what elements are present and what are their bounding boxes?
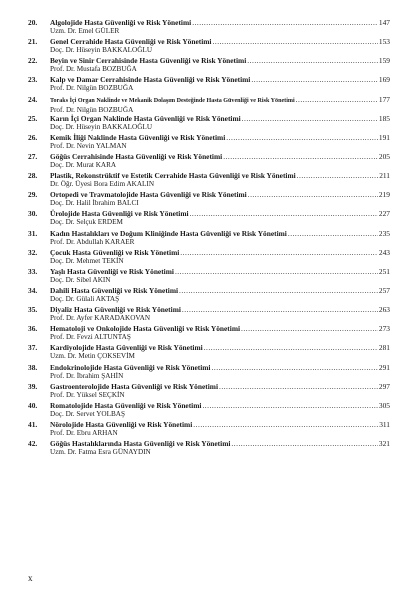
entry-body: [50, 267, 390, 285]
dot-leader: [297, 171, 379, 180]
chapter-author: Uzm. Dr. Fatma Esra GÜNAYDIN: [50, 448, 151, 457]
dot-leader: [231, 439, 378, 448]
chapter-number: 30.: [28, 209, 38, 219]
chapter-title: Hematoloji ve Onkolojide Hasta Güvenliği ve Risk Yönetimi: [50, 324, 241, 334]
entry-body: [50, 114, 390, 132]
entry-title-line: [50, 56, 390, 65]
chapter-number: 23.: [28, 75, 38, 85]
page-reference: 281: [378, 343, 390, 353]
chapter-author: Doç. Dr. Murat KARA: [50, 160, 117, 169]
entry-title-line: [50, 152, 390, 161]
chapter-author: Uzm. Dr. Metin ÇOKSEVİM: [50, 352, 135, 361]
chapter-title: Kemik İliği Naklinde Hasta Güvenliği ve Risk Yönetimi: [50, 132, 226, 142]
chapter-number: 20.: [28, 18, 38, 27]
chapter-author: Dr. Öğr. Üyesi Bora Edim AKALIN: [50, 180, 155, 189]
chapter-title: Kadın Hastalıkları ve Doğum Kliniğinde Hasta Güvenliği ve Risk Yönetimi: [50, 228, 287, 238]
chapter-author: Doç. Dr. Selçuk ERDEM: [50, 218, 123, 227]
entry-body: [50, 190, 390, 208]
dot-leader: [212, 363, 378, 372]
page-reference: 235: [378, 228, 390, 238]
chapter-author: Prof. Dr. Abdullah KARAER: [50, 237, 135, 246]
entry-body: [50, 133, 390, 151]
dot-leader: [226, 133, 378, 142]
chapter-number: 33.: [28, 266, 38, 276]
page-reference: 297: [378, 381, 390, 391]
chapter-author: Prof. Dr. Yüksel SEÇKİN: [50, 390, 125, 399]
toc-entry: [28, 37, 390, 56]
toc-entry: [28, 190, 390, 209]
chapter-title: Beyin ve Sinir Cerrahisinde Hasta Güvenliği ve Risk Yönetimi: [50, 56, 247, 66]
chapter-number: 40.: [28, 400, 38, 410]
entry-title-line: [50, 382, 390, 391]
chapter-number: 37.: [28, 343, 38, 353]
entry-title-line: [50, 401, 390, 410]
chapter-title: Genel Cerrahide Hasta Güvenliği ve Risk Yönetimi: [50, 37, 212, 47]
dot-leader: [182, 305, 378, 314]
dot-leader: [193, 420, 378, 429]
dot-leader: [247, 56, 378, 65]
entry-body: [50, 248, 390, 266]
page-reference: 311: [379, 419, 390, 429]
chapter-title: Ortopedi ve Travmatolojide Hasta Güvenliği ve Risk Yönetimi: [50, 190, 247, 200]
dot-leader: [241, 324, 378, 333]
entry-body: [50, 382, 390, 400]
page-reference: 291: [378, 362, 390, 372]
chapter-title: Toraks İçi Organ Naklinde ve Mekanik Dolaşım Desteğinde Hasta Güvenliği ve Risk Yönetimi: [50, 97, 295, 104]
dot-leader: [251, 75, 378, 84]
page-reference: 205: [378, 151, 390, 161]
entry-title-line: [50, 324, 390, 333]
entry-body: [50, 401, 390, 419]
chapter-title: Göğüs Cerrahisinde Hasta Güvenliği ve Risk Yönetimi: [50, 151, 223, 161]
chapter-title: Nörolojide Hasta Güvenliği ve Risk Yönetimi: [50, 419, 193, 429]
dot-leader: [192, 18, 378, 27]
chapter-number: 34.: [28, 285, 38, 295]
entry-body: [50, 95, 390, 115]
toc-entry: [28, 95, 390, 114]
dot-leader: [223, 152, 378, 161]
entry-body: [50, 56, 390, 74]
entry-title-line: [50, 37, 390, 46]
entry-title-line: [50, 305, 390, 314]
toc-entry: [28, 56, 390, 75]
entry-body: [50, 420, 390, 438]
chapter-title: Yaşlı Hasta Güvenliği ve Risk Yönetimi: [50, 266, 174, 276]
chapter-title: Gastroenterolojide Hasta Güvenliği ve Risk Yönetimi: [50, 381, 218, 391]
page-reference: 219: [378, 190, 390, 200]
entry-title-line: [50, 420, 390, 429]
entry-title-line: [50, 95, 390, 106]
toc-entry: [28, 114, 390, 133]
chapter-number: 41.: [28, 419, 38, 429]
entry-title-line: [50, 267, 390, 276]
chapter-number: 24.: [28, 94, 38, 104]
entry-title-line: [50, 18, 390, 27]
chapter-author: Prof. Dr. Ayfer KARADAKOVAN: [50, 314, 151, 323]
dot-leader: [213, 37, 378, 46]
dot-leader: [175, 267, 378, 276]
toc-entry: [28, 286, 390, 305]
entry-title-line: [50, 439, 390, 448]
dot-leader: [190, 209, 378, 218]
toc-entry: [28, 363, 390, 382]
page-reference: 257: [378, 285, 390, 295]
chapter-number: 36.: [28, 324, 38, 334]
entry-body: [50, 363, 390, 381]
entry-body: [50, 209, 390, 227]
entry-body: [50, 286, 390, 304]
chapter-title: Kalp ve Damar Cerrahisinde Hasta Güvenliği ve Risk Yönetimi: [50, 75, 251, 85]
page-reference: 227: [378, 209, 390, 219]
chapter-author: Prof. Dr. Nilgün BOZBUĞA: [50, 105, 134, 114]
dot-leader: [248, 190, 378, 199]
page-reference: 153: [378, 37, 390, 47]
chapter-number: 25.: [28, 113, 38, 123]
page-reference: 305: [378, 400, 390, 410]
entry-title-line: [50, 190, 390, 199]
chapter-number: 32.: [28, 247, 38, 257]
toc-entry: [28, 382, 390, 401]
entry-body: [50, 439, 390, 457]
page-reference: 251: [378, 266, 390, 276]
entry-title-line: [50, 363, 390, 372]
chapter-author: Doç. Dr. Sibel AKIN: [50, 275, 111, 284]
chapter-number: 31.: [28, 228, 38, 238]
chapter-number: 38.: [28, 362, 38, 372]
dot-leader: [179, 286, 378, 295]
toc-entry: [28, 267, 390, 286]
chapter-title: Plastik, Rekonstrüktif ve Estetik Cerrahide Hasta Güvenliği ve Risk Yönetimi: [50, 171, 296, 181]
chapter-title: Diyaliz Hasta Güvenliği ve Risk Yönetimi: [50, 305, 181, 315]
page-number: x: [28, 573, 33, 583]
entry-body: [50, 18, 390, 36]
chapter-title: Endokrinolojide Hasta Güvenliği ve Risk Yönetimi: [50, 362, 211, 372]
dot-leader: [242, 114, 378, 123]
chapter-title: Ürolojide Hasta Güvenliği ve Risk Yönetimi: [50, 209, 189, 219]
page-reference: 211: [379, 171, 390, 181]
toc-entry: [28, 209, 390, 228]
entry-body: [50, 324, 390, 342]
dot-leader: [204, 343, 378, 352]
entry-title-line: [50, 209, 390, 218]
entry-body: [50, 343, 390, 361]
page-reference: 243: [378, 247, 390, 257]
entry-body: [50, 171, 390, 189]
dot-leader: [202, 401, 377, 410]
chapter-author: Prof. Dr. Nevin YALMAN: [50, 141, 127, 150]
chapter-title: Romatolojide Hasta Güvenliği ve Risk Yönetimi: [50, 400, 202, 410]
chapter-author: Prof. Dr. Mustafa BOZBUĞA: [50, 65, 137, 74]
chapter-title: Algolojide Hasta Güvenliği ve Risk Yönetimi: [50, 18, 192, 27]
dot-leader: [296, 95, 378, 104]
chapter-author: Doç. Dr. Halil İbrahim BALCI: [50, 199, 139, 208]
entry-title-line: [50, 171, 390, 180]
entry-body: [50, 75, 390, 93]
chapter-number: 28.: [28, 171, 38, 181]
chapter-title: Karın İçi Organ Naklinde Hasta Güvenliği ve Risk Yönetimi: [50, 113, 241, 123]
page-reference: 273: [378, 324, 390, 334]
chapter-author: Uzm. Dr. Emel GÜLER: [50, 27, 120, 35]
dot-leader: [180, 248, 378, 257]
chapter-title: Çocuk Hasta Güvenliği ve Risk Yönetimi: [50, 247, 180, 257]
page-reference: 191: [378, 132, 390, 142]
toc-entry: [28, 401, 390, 420]
toc-entry: [28, 75, 390, 94]
entry-title-line: [50, 248, 390, 257]
toc-entry: [28, 248, 390, 267]
chapter-author: Doç. Dr. Hüseyin BAKKALOĞLU: [50, 122, 153, 131]
chapter-author: Doç. Dr. Gülali AKTAŞ: [50, 294, 120, 303]
page-reference: 177: [378, 94, 390, 104]
chapter-author: Doç. Dr. Mehmet TEKİN: [50, 256, 124, 265]
table-of-contents: [28, 18, 390, 458]
page-reference: 263: [378, 305, 390, 315]
chapter-author: Prof. Dr. Ebru ARHAN: [50, 428, 118, 437]
entry-body: [50, 229, 390, 247]
chapter-author: Prof. Dr. Fevzi ALTUNTAŞ: [50, 333, 131, 342]
page-reference: 321: [378, 439, 390, 449]
chapter-title: Kardiyolojide Hasta Güvenliği ve Risk Yönetimi: [50, 343, 203, 353]
toc-entry: [28, 439, 390, 458]
entry-title-line: [50, 133, 390, 142]
chapter-number: 42.: [28, 439, 38, 449]
entry-body: [50, 37, 390, 55]
entry-body: [50, 152, 390, 170]
page-reference: 169: [378, 75, 390, 85]
chapter-title: Göğüs Hastalıklarında Hasta Güvenliği ve Risk Yönetimi: [50, 439, 231, 449]
chapter-number: 27.: [28, 151, 38, 161]
dot-leader: [288, 229, 378, 238]
chapter-number: 21.: [28, 37, 38, 47]
chapter-number: 22.: [28, 56, 38, 66]
entry-body: [50, 305, 390, 323]
entry-title-line: [50, 229, 390, 238]
toc-entry: [28, 343, 390, 362]
chapter-author: Prof. Dr. İbrahim ŞAHİN: [50, 371, 124, 380]
toc-entry: [28, 152, 390, 171]
chapter-author: Prof. Dr. Nilgün BOZBUĞA: [50, 84, 134, 93]
page-reference: 147: [378, 18, 390, 27]
chapter-number: 26.: [28, 132, 38, 142]
toc-entry: [28, 324, 390, 343]
toc-entry: [28, 171, 390, 190]
entry-title-line: [50, 286, 390, 295]
chapter-author: Doç. Dr. Hüseyin BAKKALOĞLU: [50, 46, 153, 55]
toc-entry: [28, 229, 390, 248]
chapter-number: 35.: [28, 305, 38, 315]
chapter-number: 29.: [28, 190, 38, 200]
entry-title-line: [50, 114, 390, 123]
dot-leader: [219, 382, 378, 391]
chapter-author: Doç. Dr. Servet YOLBAŞ: [50, 409, 125, 418]
toc-entry: [28, 18, 390, 37]
toc-entry: [28, 133, 390, 152]
chapter-title: Dahili Hasta Güvenliği ve Risk Yönetimi: [50, 285, 179, 295]
toc-entry: [28, 305, 390, 324]
page-reference: 159: [378, 56, 390, 66]
page-reference: 185: [378, 113, 390, 123]
toc-entry: [28, 420, 390, 439]
chapter-number: 39.: [28, 381, 38, 391]
